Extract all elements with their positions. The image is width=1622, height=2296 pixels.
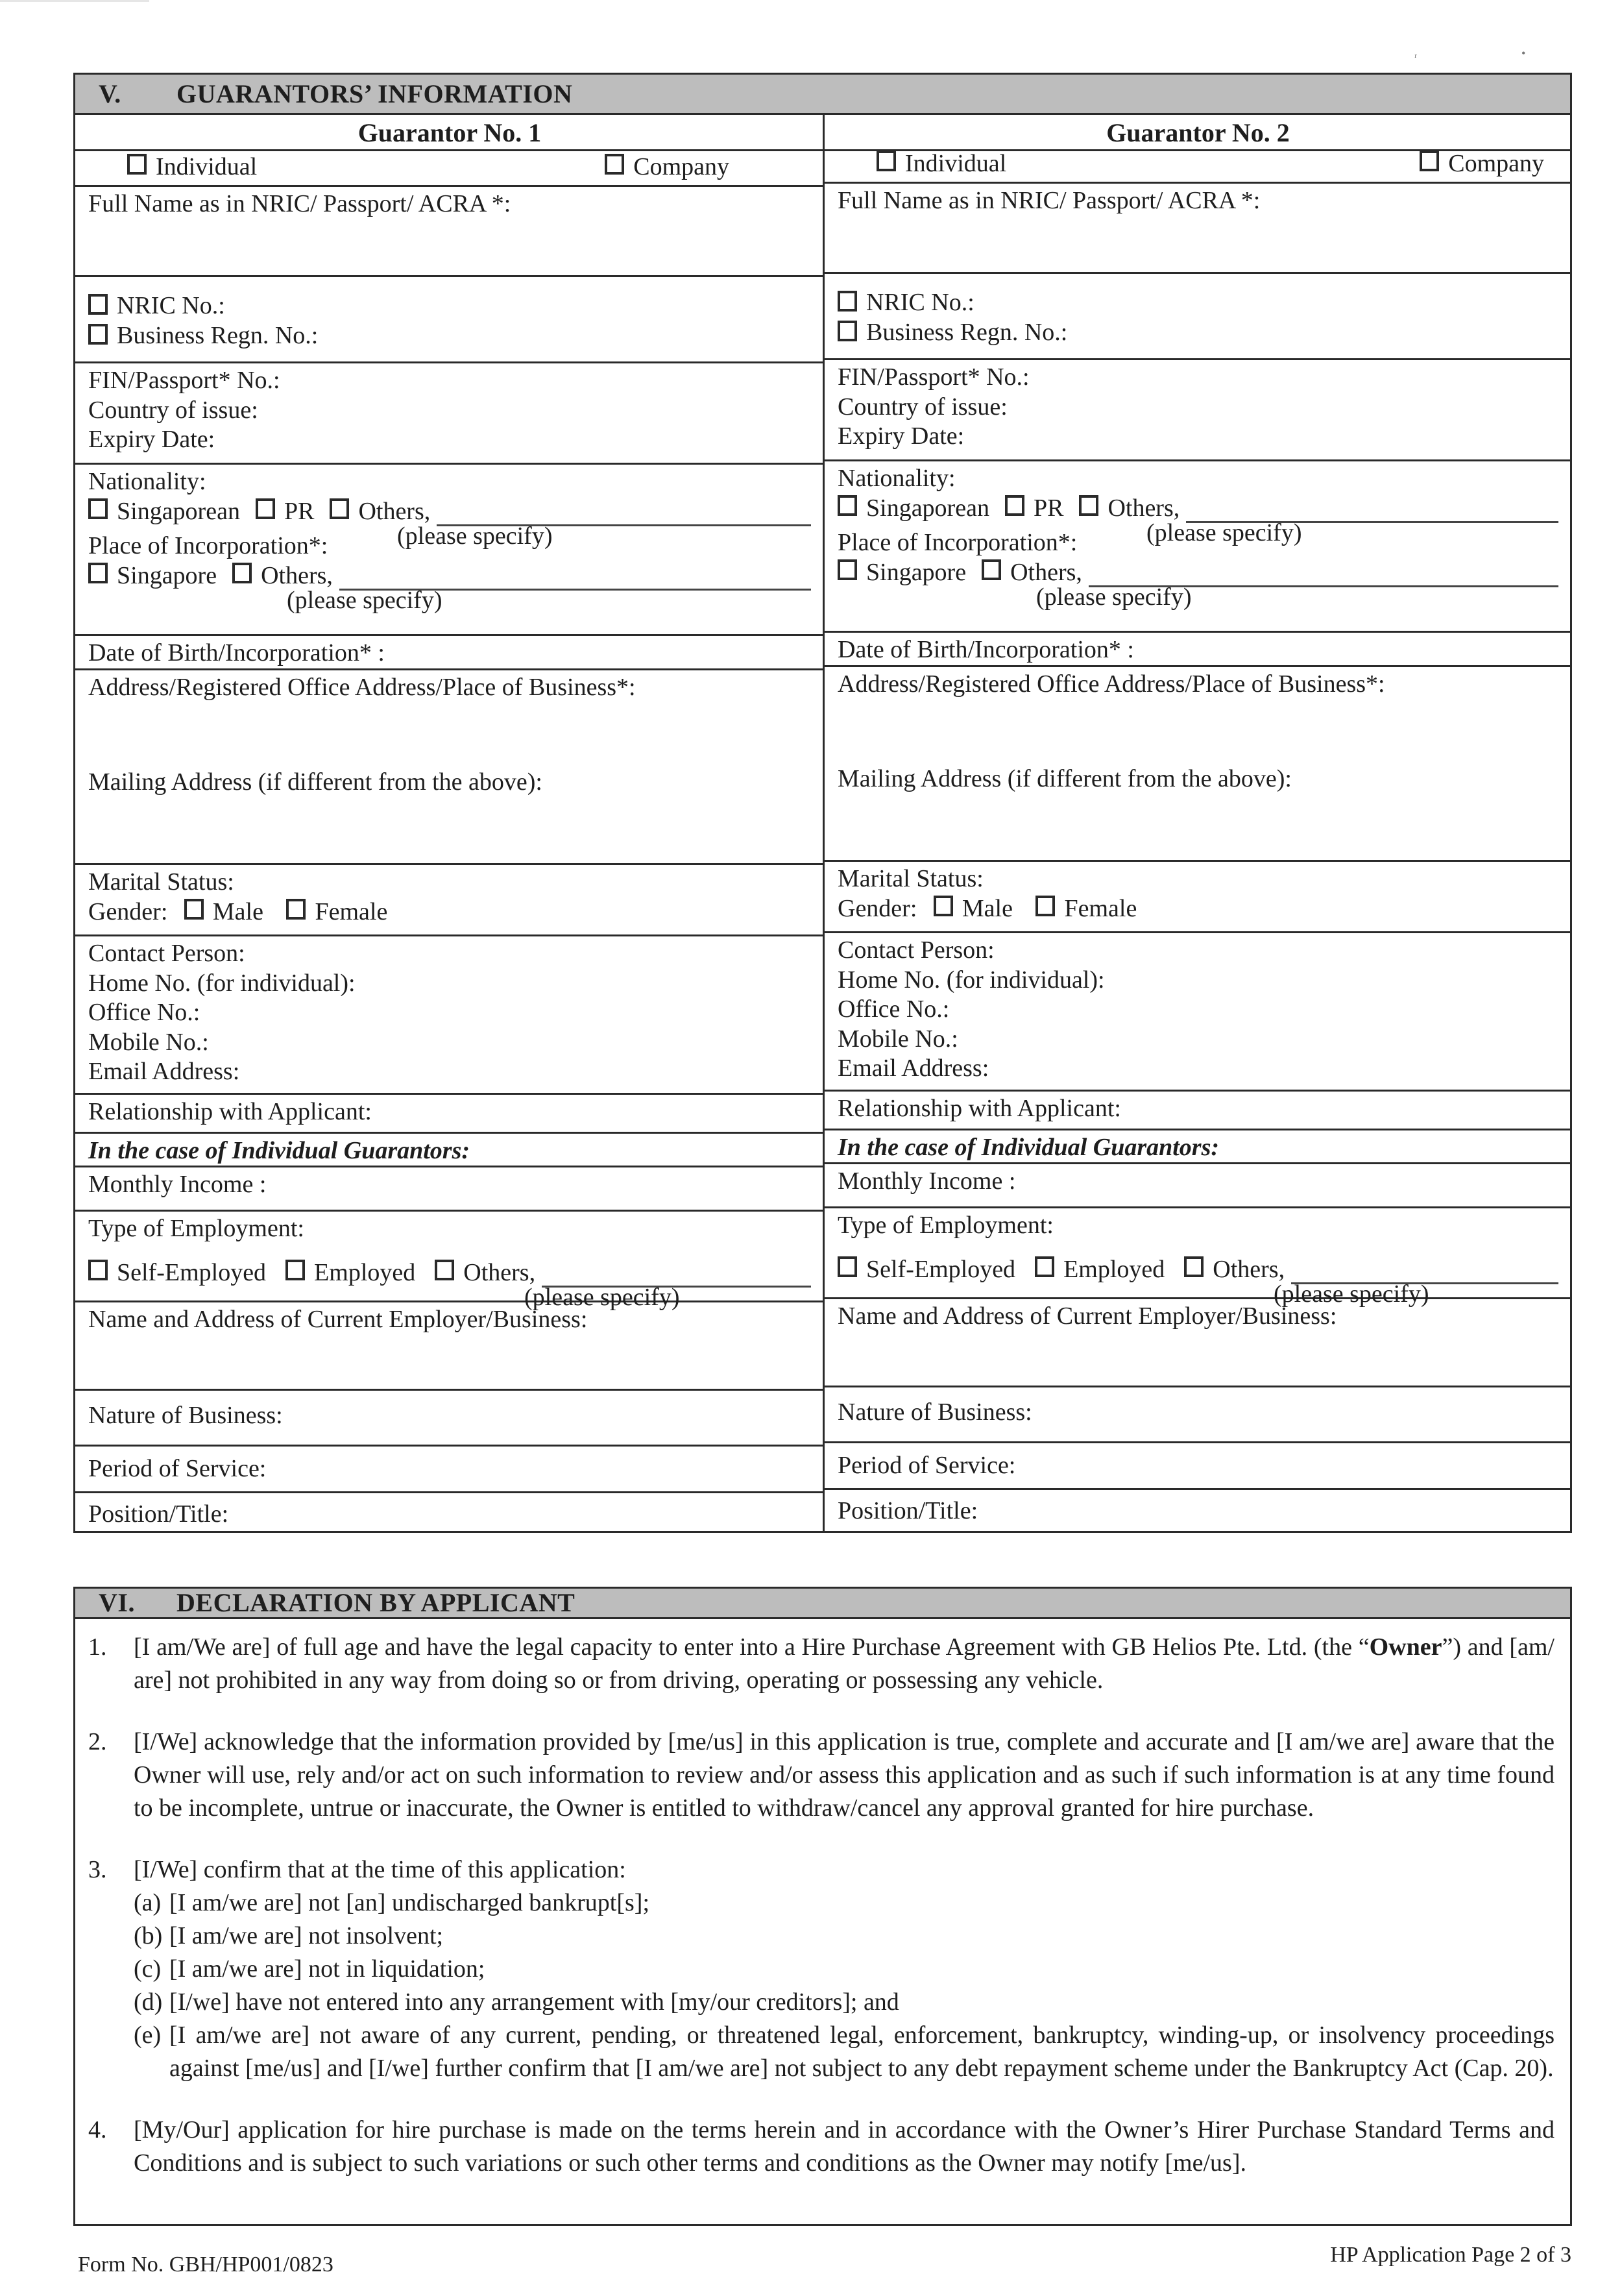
company-option[interactable]: Company xyxy=(605,153,729,182)
section-title: GUARANTORS’ INFORMATION xyxy=(176,79,573,108)
nationality-field: Nationality: Singaporean PR Others, (please specify) Place of Incorporation*: Singapore Others, (please specify) xyxy=(825,461,1570,633)
declaration-section xyxy=(73,1587,1572,2226)
monthly-income-field[interactable]: Monthly Income : xyxy=(75,1167,823,1212)
incorporation-others-option[interactable]: Others, xyxy=(232,561,333,591)
employed-option[interactable]: Employed xyxy=(1035,1255,1165,1285)
pr-option[interactable]: PR xyxy=(1005,494,1063,524)
female-option[interactable]: Female xyxy=(286,898,387,927)
individual-checkbox[interactable] xyxy=(127,154,147,175)
guarantor-heading: Guarantor No. 2 xyxy=(825,115,1570,151)
declaration-item-4: 4. [My/Our] application for hire purchase is made on the terms herein and in accordance with the Owner’s Hirer Purchase Standard Terms and Conditions and is subject to such variations or such other terms and conditions as the Owner may notify [me/us]. xyxy=(88,2116,1555,2177)
guarantor-type-row xyxy=(75,151,823,187)
female-checkbox[interactable] xyxy=(1035,896,1055,916)
declaration-item-3: 3. [I/We] confirm that at the time of this application: (a) [I am/we are] not [an] undischarged bankrupt[s]; (b) [I am/we are] not insolvent; (c) [I am/we are] not in liquidation; (d) [I/we] have not entered into any arrangement with [my/our creditors]; and (e) [I am/we are] not aware of any current, pending, or threatened legal, enforcement, bankruptcy, winding-up, or insolvency proceedings against [me/us] and [I/we] further confirm that [I am/we are] not subject to any debt repayment scheme under the Bankruptcy Act (Cap. 20). xyxy=(88,1853,1555,2085)
guarantor-2-column xyxy=(823,115,1570,1531)
employed-checkbox[interactable] xyxy=(1035,1256,1054,1277)
guarantors-section xyxy=(73,73,1572,1533)
nationality-field: Nationality: Singaporean PR Others, (please specify) Place of Incorporation*: Singapore Others, (please specify) xyxy=(75,465,823,636)
passport-field[interactable]: FIN/Passport* No.: Country of issue: Expiry Date: xyxy=(75,363,823,465)
singaporean-option[interactable]: Singaporean xyxy=(838,494,989,524)
declaration-item-1: 1. [I am/We are] of full age and have the legal capacity to enter into a Hire Purchase Agreement with GB Helios Pte. Ltd. (the “Owner”) and [am/ are] not prohibited in any way from doing so or from driving, operating or possessing any vehicle. xyxy=(88,1633,1555,1694)
singapore-checkbox[interactable] xyxy=(88,563,108,583)
nric-checkbox[interactable] xyxy=(838,291,857,311)
pr-checkbox[interactable] xyxy=(1005,495,1024,516)
passport-field[interactable]: FIN/Passport* No.: Country of issue: Expiry Date: xyxy=(825,360,1570,461)
business-regn-checkbox[interactable] xyxy=(88,324,108,345)
guarantor-1-column xyxy=(75,115,823,1531)
male-checkbox[interactable] xyxy=(934,896,953,916)
declaration-subitem-b: (b) [I am/we are] not insolvent; xyxy=(134,1922,444,1949)
individual-checkbox[interactable] xyxy=(877,151,896,171)
incorporation-others-checkbox[interactable] xyxy=(232,563,252,583)
company-option[interactable]: Company xyxy=(1420,149,1544,179)
address-field[interactable]: Address/Registered Office Address/Place of Business*: Mailing Address (if different from the above): xyxy=(825,667,1570,862)
employer-field[interactable]: Name and Address of Current Employer/Business: xyxy=(75,1302,823,1391)
dob-field[interactable]: Date of Birth/Incorporation* : xyxy=(75,636,823,670)
period-of-service-field[interactable]: Period of Service: xyxy=(825,1443,1570,1490)
nric-option[interactable]: NRIC No.: xyxy=(88,291,811,321)
declaration-subitem-d: (d) [I/we] have not entered into any arrangement with [my/our creditors]; and xyxy=(134,1988,899,2016)
nature-of-business-field[interactable]: Nature of Business: xyxy=(825,1387,1570,1443)
section-vi-header xyxy=(75,1587,1570,1619)
mailing-address-label: Mailing Address (if different from the above): xyxy=(88,768,542,796)
pr-option[interactable]: PR xyxy=(256,497,314,527)
female-option[interactable]: Female xyxy=(1035,894,1137,924)
id-number-field xyxy=(825,274,1570,360)
employment-others-option[interactable]: Others, xyxy=(435,1258,535,1288)
marital-gender-field: Marital Status: Gender: Male Female xyxy=(75,865,823,936)
employment-type-field: Type of Employment: Self-Employed Employed Others, (please specify) xyxy=(75,1212,823,1302)
nature-of-business-field[interactable]: Nature of Business: xyxy=(75,1391,823,1447)
business-regn-checkbox[interactable] xyxy=(838,321,857,341)
address-field[interactable]: Address/Registered Office Address/Place of Business*: Mailing Address (if different from the above): xyxy=(75,670,823,865)
pr-checkbox[interactable] xyxy=(256,498,275,519)
company-checkbox[interactable] xyxy=(1420,151,1439,171)
relationship-field[interactable]: Relationship with Applicant: xyxy=(75,1095,823,1134)
individual-option[interactable]: Individual xyxy=(127,153,257,182)
employment-others-checkbox[interactable] xyxy=(1184,1256,1204,1277)
individual-guarantors-note: In the case of Individual Guarantors: xyxy=(825,1130,1570,1164)
nric-option[interactable]: NRIC No.: xyxy=(838,288,1558,318)
employer-field[interactable]: Name and Address of Current Employer/Business: xyxy=(825,1299,1570,1387)
incorporation-others-checkbox[interactable] xyxy=(982,559,1001,580)
singapore-option[interactable]: Singapore xyxy=(88,561,217,591)
male-option[interactable]: Male xyxy=(934,894,1013,924)
scan-speck: • xyxy=(1521,47,1526,60)
marital-gender-field: Marital Status: Gender: Male Female xyxy=(825,862,1570,933)
position-title-field[interactable]: Position/Title: xyxy=(88,1500,229,1528)
section-title: DECLARATION BY APPLICANT xyxy=(176,1588,575,1617)
mailing-address-label: Mailing Address (if different from the above): xyxy=(838,764,1292,792)
form-number: Form No. GBH/HP001/0823 xyxy=(78,2253,333,2277)
company-checkbox[interactable] xyxy=(605,154,624,175)
employed-checkbox[interactable] xyxy=(285,1260,305,1280)
employment-others-checkbox[interactable] xyxy=(435,1260,454,1280)
guarantor-heading: Guarantor No. 1 xyxy=(75,115,823,151)
declaration-subitem-e: (e) [I am/we are] not aware of any current, pending, or threatened legal, enforcement, bankruptcy, winding-up, or insolvency proceedings against [me/us] and [I/we] further confirm that [I am/we are] not subject to any debt repayment scheme under the Bankruptcy Act (Cap. 20). xyxy=(134,2021,1555,2082)
section-number: V. xyxy=(99,79,121,108)
nric-checkbox[interactable] xyxy=(88,294,108,315)
position-title-field[interactable]: Position/Title: xyxy=(838,1497,978,1524)
business-regn-option[interactable]: Business Regn. No.: xyxy=(88,321,811,351)
employment-others-option[interactable]: Others, xyxy=(1184,1255,1285,1285)
contact-field[interactable]: Contact Person: Home No. (for individual): Office No.: Mobile No.: Email Address: xyxy=(75,936,823,1095)
period-of-service-field[interactable]: Period of Service: xyxy=(75,1447,823,1493)
employment-type-field: Type of Employment: Self-Employed Employed Others, (please specify) xyxy=(825,1208,1570,1299)
male-checkbox[interactable] xyxy=(184,899,204,920)
full-name-field[interactable]: Full Name as in NRIC/ Passport/ ACRA *: xyxy=(825,184,1570,274)
section-number: VI. xyxy=(99,1588,135,1617)
singaporean-checkbox[interactable] xyxy=(838,495,857,516)
nationality-others-checkbox[interactable] xyxy=(330,498,349,519)
employed-option[interactable]: Employed xyxy=(285,1258,415,1288)
nationality-others-option[interactable]: Others, xyxy=(1079,494,1180,524)
self-employed-option[interactable]: Self-Employed xyxy=(88,1258,266,1288)
scan-edge-mark xyxy=(0,0,149,2)
male-option[interactable]: Male xyxy=(184,898,263,927)
singapore-checkbox[interactable] xyxy=(838,559,857,580)
individual-option[interactable]: Individual xyxy=(877,149,1006,179)
declaration-subitem-c: (c) [I am/we are] not in liquidation; xyxy=(134,1955,485,1983)
contact-field[interactable]: Contact Person: Home No. (for individual): Office No.: Mobile No.: Email Address: xyxy=(825,933,1570,1092)
female-checkbox[interactable] xyxy=(286,899,306,920)
self-employed-option[interactable]: Self-Employed xyxy=(838,1255,1015,1285)
nationality-others-option[interactable]: Others, xyxy=(330,497,430,527)
monthly-income-field[interactable]: Monthly Income : xyxy=(825,1164,1570,1208)
singapore-option[interactable]: Singapore xyxy=(838,558,966,588)
incorporation-others-option[interactable]: Others, xyxy=(982,558,1082,588)
nationality-others-checkbox[interactable] xyxy=(1079,495,1098,516)
section-v-header xyxy=(75,75,1570,115)
guarantor-type-row xyxy=(825,151,1570,184)
full-name-field[interactable]: Full Name as in NRIC/ Passport/ ACRA *: xyxy=(75,187,823,277)
id-number-field xyxy=(75,277,823,363)
self-employed-checkbox[interactable] xyxy=(88,1260,108,1280)
business-regn-option[interactable]: Business Regn. No.: xyxy=(838,318,1558,348)
individual-guarantors-note: In the case of Individual Guarantors: xyxy=(75,1134,823,1167)
singaporean-checkbox[interactable] xyxy=(88,498,108,519)
self-employed-checkbox[interactable] xyxy=(838,1256,857,1277)
declaration-subitem-a: (a) [I am/we are] not [an] undischarged bankrupt[s]; xyxy=(134,1889,650,1916)
scan-speck: ʳ xyxy=(1414,51,1417,64)
singaporean-option[interactable]: Singaporean xyxy=(88,497,240,527)
dob-field[interactable]: Date of Birth/Incorporation* : xyxy=(825,633,1570,667)
declaration-item-2: 2. [I/We] acknowledge that the information provided by [me/us] in this application is true, complete and accurate and [I am/we are] aware that the Owner will use, rely and/or act on such information to review and/or assess this application and as such if such information is at any time found to be incomplete, untrue or inaccurate, the Owner is entitled to withdraw/cancel any approval granted for hire purchase. xyxy=(88,1728,1555,1822)
relationship-field[interactable]: Relationship with Applicant: xyxy=(825,1092,1570,1130)
page-indicator: HP Application Page 2 of 3 xyxy=(1330,2243,1571,2267)
